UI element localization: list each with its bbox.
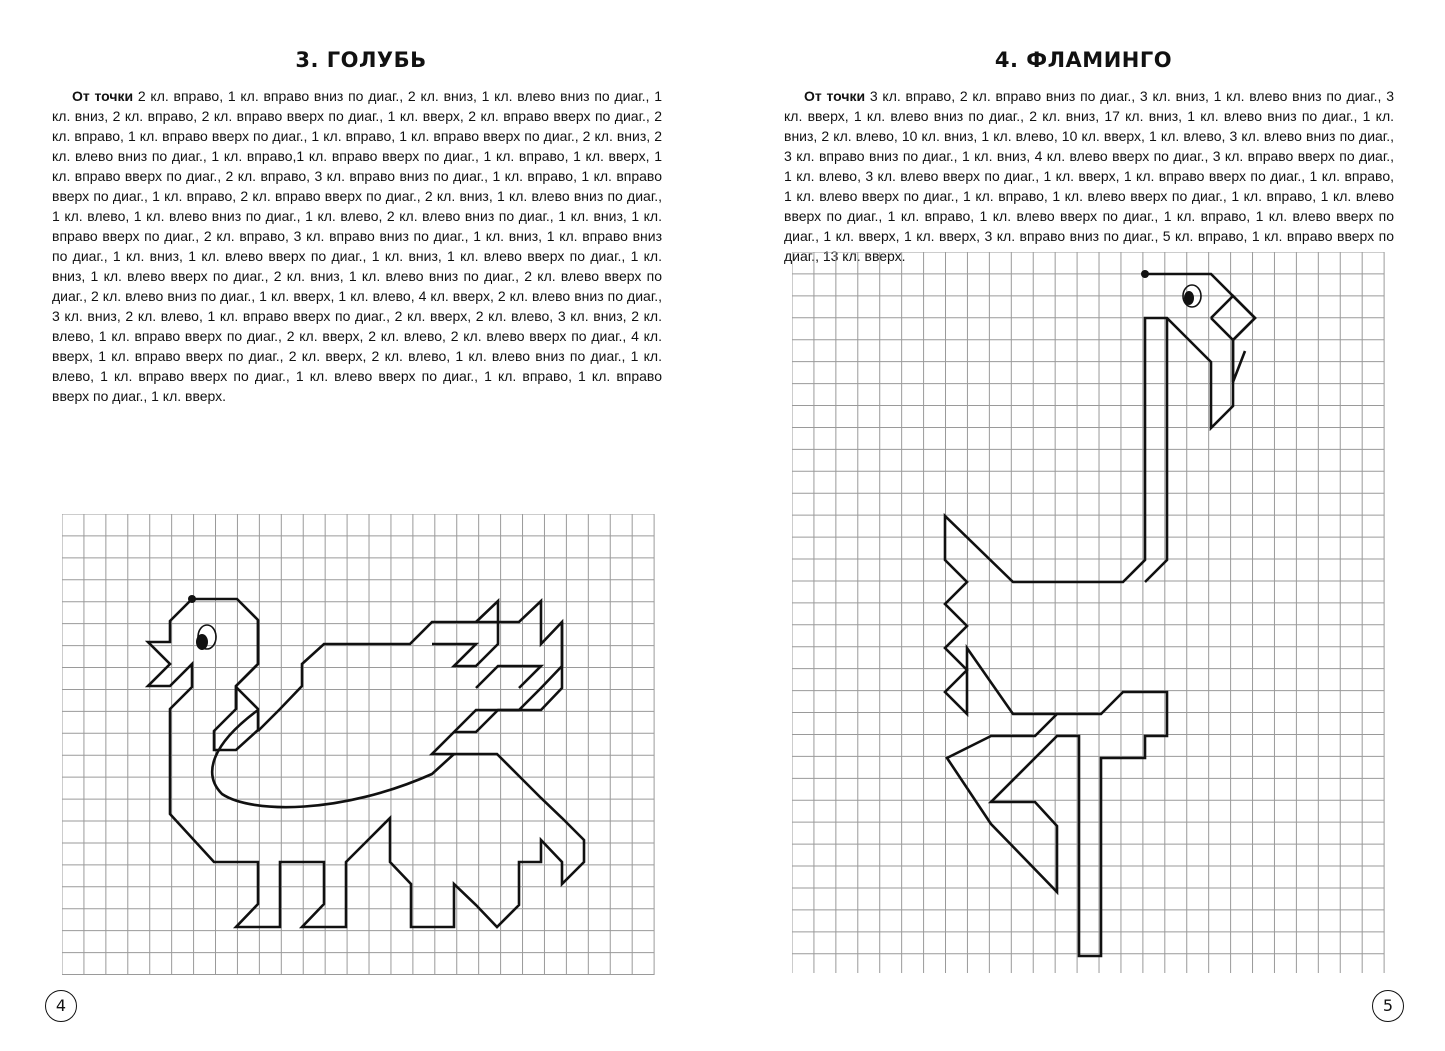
instructions-text [784,86,1394,266]
page-title: 3. ГОЛУБЬ [295,48,427,72]
dove-head-back [236,620,258,709]
grid-lines [792,252,1384,973]
instructions-text [52,86,662,406]
dove-figure [148,595,584,927]
page-number: 4 [45,990,77,1022]
dove-drawing-grid [62,514,655,976]
dove-wing-curve [212,710,454,807]
flamingo-neck-front [1145,318,1167,582]
instructions-body: 2 кл. вправо, 1 кл. вправо вниз по диаг., 2 кл. вниз, 1 кл. влево вниз по диаг., 1 кл. вниз, 2 кл. вправо, 2 кл. вправо вверх по диаг., 1 кл. вверх, 2 кл. вправо вверх по диаг., 2 кл. вправо, 1 кл. вправо вверх по диаг., 1 кл. вправо, 1 кл. вправо вверх по диаг., 2 кл. вниз, 2 кл. влево вниз по диаг., 1 кл. вправо,1 кл. вправо вверх по диаг., 1 кл. вправо, 1 кл. вверх, 1 кл. вправо вверх по диаг., 2 кл. вправо, 3 кл. вправо вниз по диаг., 1 кл. вправо, 1 кл. вправо вверх по диаг., 1 кл. вправо, 2 кл. вправо вверх по диаг., 2 кл. вниз, 1 кл. влево вниз по диаг., 1 кл. влево, 1 кл. влево вниз по диаг., 1 кл. влево, 2 кл. влево вниз по диаг., 1 кл. вниз, 1 кл. вправо вверх по диаг., 2 кл. вправо, 3 кл. вправо вниз по диаг., 1 кл. вниз, 1 кл. вправо вниз по диаг., 1 кл. вниз, 1 кл. влево вверх по диаг., 1 кл. вниз, 1 кл. влево вверх по диаг., 1 кл. вниз, 1 кл. влево вверх по диаг., 2 кл. вниз, 1 кл. влево вниз по диаг., 2 кл. влево вверх по диаг., 2 кл. влево вниз по диаг., 1 кл. вверх, 1 кл. влево, 4 кл. вверх, 2 кл. влево вниз по диаг., 3 кл. вниз, 2 кл. влево, 1 кл. вправо вверх по диаг., 2 кл. вверх, 2 кл. влево, 3 кл. вниз, 2 кл. влево, 1 кл. вправо вверх по диаг., 2 кл. вверх, 2 кл. влево, 2 кл. влево вверх по диаг., 4 кл. вверх, 1 кл. вправо вверх по диаг., 2 кл. вверх, 2 кл. влево, 1 кл. влево вниз по диаг., 1 кл. влево, 1 кл. вправо вверх по диаг., 1 кл. влево вверх по диаг., 1 кл. вправо, 1 кл. вправо вверх по диаг., 1 кл. вверх. [52,88,662,404]
page-number: 5 [1372,990,1404,1022]
start-point-icon [188,595,196,603]
left-page [0,0,722,1051]
instructions-lead: От точки [72,88,134,104]
right-page [722,0,1445,1051]
page-title: 4. ФЛАМИНГО [994,48,1173,72]
start-point-icon [1141,270,1149,278]
flamingo-drawing-grid [792,252,1385,974]
dove-wing-feather-1 [432,601,498,666]
dove-wing-feather-2 [476,666,541,688]
grid-lines [62,514,654,975]
flamingo-beak-line [1233,340,1245,382]
instructions-lead: От точки [804,88,866,104]
instructions-body: 3 кл. вправо, 2 кл. вправо вниз по диаг., 3 кл. вниз, 1 кл. влево вниз по диаг., 3 кл. вверх, 1 кл. влево вниз по диаг., 2 кл. вниз, 17 кл. вниз, 1 кл. влево вниз по диаг., 1 кл. вниз, 2 кл. влево, 10 кл. вниз, 1 кл. влево, 10 кл. вверх, 1 кл. влево, 3 кл. влево вниз по диаг., 3 кл. вправо вниз по диаг., 1 кл. вниз, 4 кл. влево вверх по диаг., 3 кл. вправо вверх по диаг., 1 кл. влево, 3 кл. влево вверх по диаг., 1 кл. вверх, 1 кл. вправо вверх по диаг., 1 кл. вправо, 1 кл. влево вверх по диаг., 1 кл. вправо, 1 кл. влево вверх по диаг., 1 кл. вправо, 1 кл. влево вверх по диаг., 1 кл. вправо, 1 кл. влево вверх по диаг., 1 кл. вправо, 1 кл. влево вверх по диаг., 1 кл. вверх, 1 кл. вверх, 3 кл. вправо вниз по диаг., 5 кл. вправо, 1 кл. вправо вверх по диаг., 13 кл. вверх. [784,88,1394,264]
